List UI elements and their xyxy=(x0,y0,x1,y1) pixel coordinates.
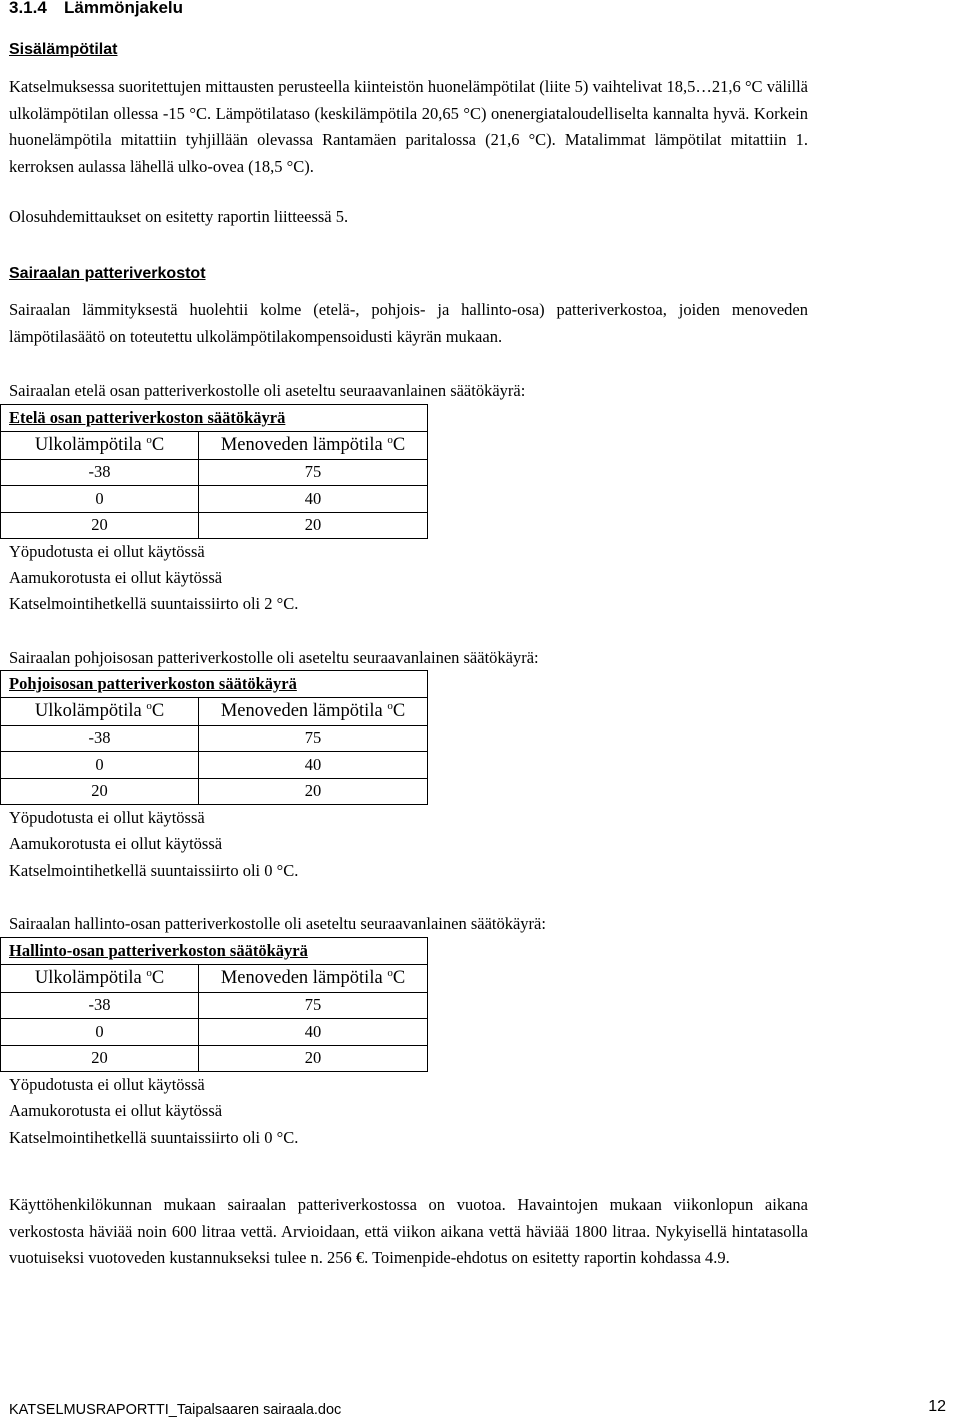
supply-value: 20 xyxy=(199,512,428,539)
curve-table-north xyxy=(0,670,428,805)
table-row xyxy=(1,1045,428,1072)
table-header-row xyxy=(1,431,428,459)
table-row xyxy=(1,778,428,805)
col-outdoor-header: Ulkolämpötila $^o$C xyxy=(1,431,199,459)
radiators-paragraph: Sairaalan lämmityksestä huolehtii kolme (etelä-, pohjois- ja hallinto-osa) patteriverkostoa, joiden menoveden lämpötilasäätö on toteutettu ulkolämpötilakompensoidusti käyrän mukaan. xyxy=(9,300,808,346)
curve-intro-north: Sairaalan pohjoisosan patteriverkostolle oli aseteltu seuraavanlainen säätökäyrä: xyxy=(9,648,539,667)
curve-intro-south: Sairaalan etelä osan patteriverkostolle oli aseteltu seuraavanlainen säätökäyrä: xyxy=(9,381,526,400)
supply-value: 75 xyxy=(199,725,428,752)
table-row xyxy=(1,1019,428,1046)
section-title: Lämmönjakelu xyxy=(64,0,184,17)
leak-paragraph: Käyttöhenkilökunnan mukaan sairaalan patteriverkostossa on vuotoa. Havaintojen mukaan viikonlopun aikana verkostosta häviää noin 600 litraa vettä. Arvioidaan, että viikon aikana vettä häviää 1800 litraa. Nykyisellä hintatasolla vuotuiseksi vuotoveden kustannukseksi tulee n. 256 €. Toimenpide-ehdotus on esitetty raportin kohdassa 4.9. xyxy=(9,1195,808,1267)
section-number: 3.1.4 xyxy=(9,0,47,17)
outdoor-value: 20 xyxy=(1,512,199,539)
col-supply-header: Menoveden lämpötila $^o$C xyxy=(199,697,428,725)
outdoor-value: -38 xyxy=(1,725,199,752)
table-title: Hallinto-osan patteriverkoston säätökäyrä xyxy=(1,938,428,965)
indoor-heading: Sisälämpötilat xyxy=(9,41,118,58)
outdoor-value: 20 xyxy=(1,1045,199,1072)
col-outdoor-header: Ulkolämpötila $^o$C xyxy=(1,964,199,992)
table-row xyxy=(1,459,428,486)
table-header-row xyxy=(1,964,428,992)
table-title-row xyxy=(1,938,428,965)
section-heading xyxy=(9,0,183,18)
curve-table-admin xyxy=(0,937,428,1072)
night-drop-north: Yöpudotusta ei ollut käytössä xyxy=(9,808,205,827)
supply-value: 75 xyxy=(199,459,428,486)
night-drop-admin: Yöpudotusta ei ollut käytössä xyxy=(9,1075,205,1094)
col-supply-header: Menoveden lämpötila $^o$C xyxy=(199,431,428,459)
supply-value: 20 xyxy=(199,1045,428,1072)
col-outdoor-header: Ulkolämpötila $^o$C xyxy=(1,697,199,725)
table-row xyxy=(1,725,428,752)
outdoor-value: 20 xyxy=(1,778,199,805)
morning-boost-south: Aamukorotusta ei ollut käytössä xyxy=(9,568,223,587)
curve-intro-admin: Sairaalan hallinto-osan patteriverkostolle oli aseteltu seuraavanlainen säätökäyrä: xyxy=(9,914,546,933)
supply-value: 75 xyxy=(199,992,428,1019)
parallel-shift-north: Katselmointihetkellä suuntaissiirto oli 0 °C. xyxy=(9,861,299,880)
supply-value: 20 xyxy=(199,778,428,805)
table-header-row xyxy=(1,697,428,725)
outdoor-value: 0 xyxy=(1,486,199,513)
table-title-row xyxy=(1,671,428,698)
table-row xyxy=(1,486,428,513)
table-title: Pohjoisosan patteriverkoston säätökäyrä xyxy=(1,671,428,698)
supply-value: 40 xyxy=(199,752,428,779)
morning-boost-north: Aamukorotusta ei ollut käytössä xyxy=(9,834,223,853)
radiators-heading: Sairaalan patteriverkostot xyxy=(9,265,206,282)
table-row xyxy=(1,752,428,779)
parallel-shift-south: Katselmointihetkellä suuntaissiirto oli 2 °C. xyxy=(9,594,299,613)
supply-value: 40 xyxy=(199,486,428,513)
table-title: Etelä osan patteriverkoston säätökäyrä xyxy=(1,405,428,432)
outdoor-value: 0 xyxy=(1,1019,199,1046)
table-row xyxy=(1,512,428,539)
parallel-shift-admin: Katselmointihetkellä suuntaissiirto oli 0 °C. xyxy=(9,1128,299,1147)
curve-table-south xyxy=(0,404,428,539)
outdoor-value: -38 xyxy=(1,459,199,486)
footer-document-name: KATSELMUSRAPORTTI_Taipalsaaren sairaala.doc xyxy=(9,1402,342,1418)
outdoor-value: -38 xyxy=(1,992,199,1019)
night-drop-south: Yöpudotusta ei ollut käytössä xyxy=(9,542,205,561)
footer-page-number: 12 xyxy=(928,1398,946,1415)
table-row xyxy=(1,992,428,1019)
outdoor-value: 0 xyxy=(1,752,199,779)
col-supply-header: Menoveden lämpötila $^o$C xyxy=(199,964,428,992)
table-title-row xyxy=(1,405,428,432)
supply-value: 40 xyxy=(199,1019,428,1046)
indoor-note: Olosuhdemittaukset on esitetty raportin liitteessä 5. xyxy=(9,207,349,226)
indoor-paragraph: Katselmuksessa suoritettujen mittausten perusteella kiinteistön huonelämpötilat (liite 5) vaihtelivat 18,5…21,6 °C välillä ulkolämpötilan ollessa -15 °C. Lämpötilataso (keskilämpötila 20,65 °C) onenergiataloudelliselta kannalta hyvä. Korkein huonelämpötila mitattiin tyhjillään olevassa Rantamäen paritalossa (21,6 °C). Matalimmat lämpötilat mitattiin 1. kerroksen aulassa lähellä ulko-ovea (18,5 °C). xyxy=(9,77,808,176)
morning-boost-admin: Aamukorotusta ei ollut käytössä xyxy=(9,1101,223,1120)
